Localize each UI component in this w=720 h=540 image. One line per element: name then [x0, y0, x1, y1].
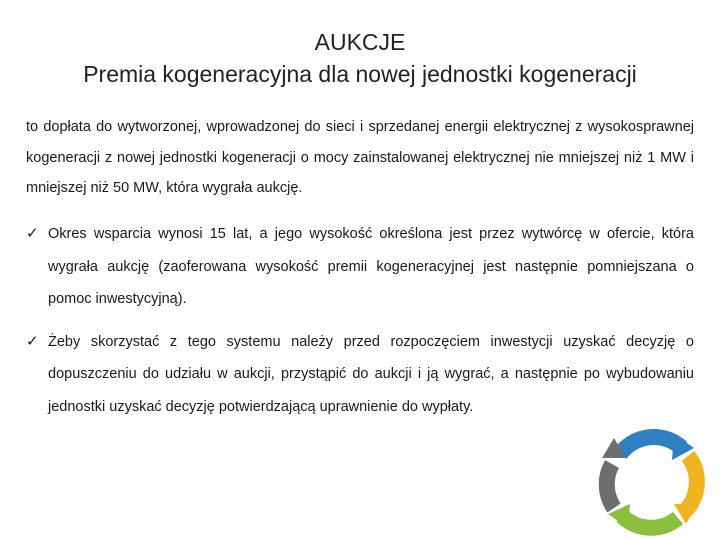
intro-text-end: energii elektrycznej z wysokosprawnej kogeneracji z nowej jednostki kogeneracji o mocy zainstalowanej elektrycznej nie mniejszej niż 1 MW i mniejszej niż 50 MW, która wygrała aukcję.	[26, 119, 694, 196]
intro-text-start: to dopłata do	[26, 119, 118, 135]
bullet-item-support-period	[26, 218, 694, 316]
circular-arrows-logo-icon	[590, 418, 714, 540]
title-line-2: Premia kogeneracyjna dla nowej jednostki kogeneracji	[83, 61, 637, 87]
checkmark-icon: ✓	[26, 225, 39, 242]
intro-emphasis: wytworzonej, wprowadzonej do sieci i sprzedanej	[117, 119, 440, 135]
bullet-list	[26, 218, 694, 423]
bullet-emphasis: przed rozpoczęciem inwestycji	[343, 333, 553, 350]
bullet-text-start: Żeby skorzystać z tego systemu należy	[48, 333, 344, 350]
checkmark-icon: ✓	[26, 332, 39, 350]
slide-title	[20, 26, 700, 90]
title-line-1: AUKCJE	[314, 29, 406, 55]
logo-arc-yellow	[686, 456, 697, 510]
logo-arc-green	[622, 516, 678, 528]
intro-paragraph	[26, 112, 694, 204]
logo-arc-gray	[607, 464, 614, 508]
bullet-text-end: uzyskać decyzję o dopuszczeniu do udziału w aukcji, przystąpić do aukcji i ją wygrać, a następnie po wybudowaniu jednostki uzyskać decyzję potwierdzającą uprawnienie do wypłaty.	[48, 333, 694, 415]
bullet-item-procedure	[26, 326, 694, 424]
bullet-text: Okres wsparcia wynosi 15 lat, a jego wysokość określona jest przez wytwórcę w ofercie, która wygrała aukcję (zaoferowana wysokość premii kogeneracyjnej jest następnie pomniejszana o pomoc inwestycyjną).	[48, 226, 694, 307]
